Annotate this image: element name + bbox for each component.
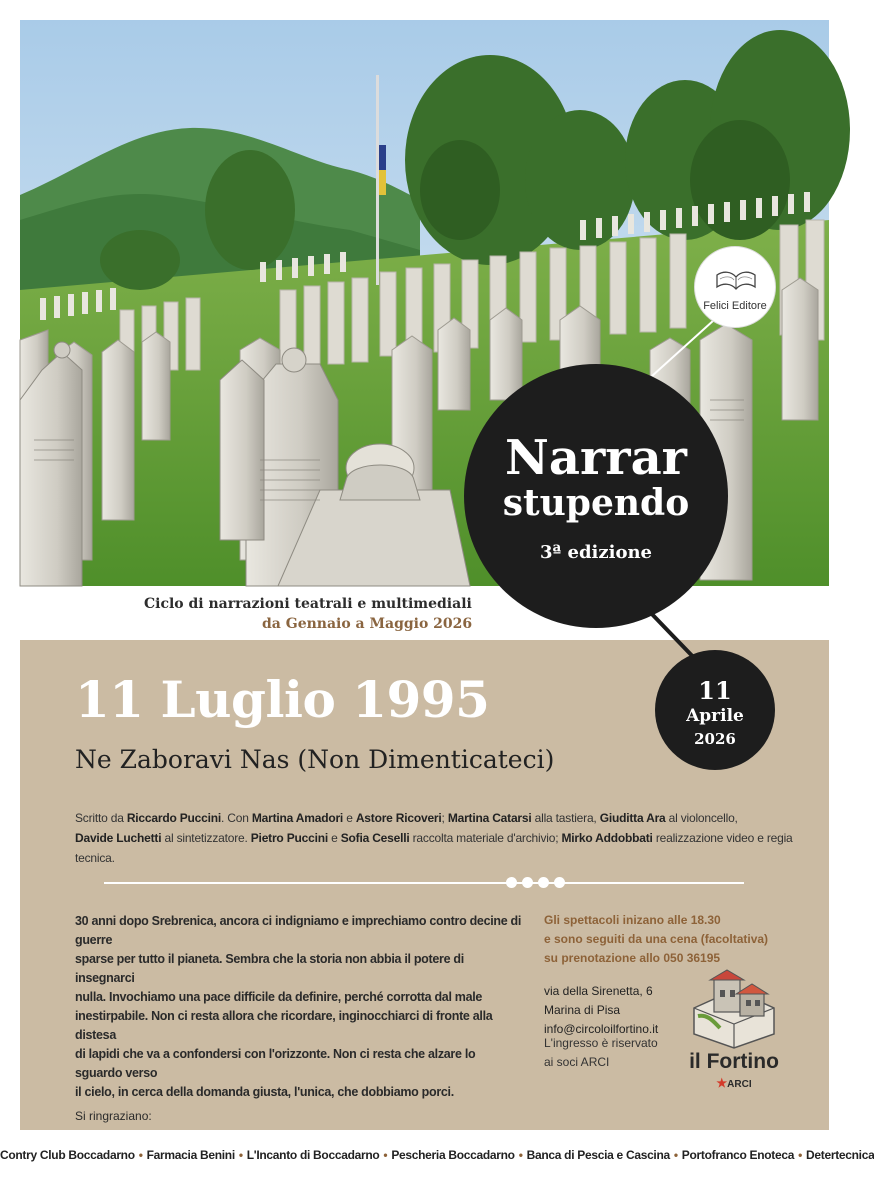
credit-name: Sofia Ceselli: [340, 831, 410, 845]
credit-name: Riccardo Puccini: [126, 811, 221, 825]
divider-dot: [554, 877, 565, 888]
text-line: 30 anni dopo Srebrenica, ancora ci indigniamo e imprechiamo contro decine di guerre: [75, 914, 522, 947]
sponsor-name: L'Incanto di Boccadarno: [246, 1148, 380, 1162]
credit-text: ;: [441, 811, 448, 825]
credit-name: Astore Ricoveri: [355, 811, 442, 825]
text-line: ai soci ARCI: [544, 1055, 610, 1069]
sponsor-separator: •: [518, 1148, 523, 1162]
event-date-heading: 11 Luglio 1995: [75, 670, 490, 729]
credit-text: e: [327, 831, 341, 845]
sponsor-separator: •: [383, 1148, 388, 1162]
credit-name: Mirko Addobbati: [561, 831, 653, 845]
credit-name: Pietro Puccini: [250, 831, 328, 845]
text-line: e sono seguiti da una cena (facoltativa): [544, 932, 769, 946]
edition-label: 3ª edizione: [539, 542, 653, 563]
text-line: nulla. Invochiamo una pace difficile da definire, perché corrotta dal male: [75, 990, 483, 1004]
credit-text: alla tastiera,: [531, 811, 600, 825]
divider-dot: [522, 877, 533, 888]
sponsors-list: [0, 1148, 874, 1162]
sponsor-name: Banca di Pescia e Cascina: [526, 1148, 670, 1162]
date-badge-month: Aprile: [686, 706, 744, 726]
credit-name: Giuditta Ara: [599, 811, 666, 825]
event-description: [75, 912, 523, 1102]
date-badge: [655, 650, 775, 770]
text-line: via della Sirenetta, 6: [544, 984, 653, 998]
text-line: Marina di Pisa: [544, 1003, 621, 1017]
sponsor-name: Pescheria Boccadarno: [391, 1148, 515, 1162]
cycle-description: Ciclo di narrazioni teatrali e multimediali: [144, 596, 472, 612]
text-line: su prenotazione allo 050 36195: [544, 951, 721, 965]
sponsor-name: Portofranco Enoteca: [681, 1148, 795, 1162]
credit-text: raccolta materiale d'archivio;: [409, 831, 562, 845]
text-line: Gli spettacoli inizano alle 18.30: [544, 913, 721, 927]
publisher-logo: [694, 246, 776, 328]
thanks-label: Si ringraziano:: [75, 1109, 152, 1123]
text-line: info@circoloilfortino.it: [544, 1022, 659, 1036]
sponsor-separator: •: [798, 1148, 803, 1162]
show-times-info: [544, 911, 774, 968]
text-line: di lapidi che va a confondersi con l'orizzonte. Non ci resta che alzare lo sguardo verso: [75, 1047, 476, 1080]
venue-name: il Fortino: [689, 1050, 779, 1073]
affiliation-name: ARCI: [727, 1079, 752, 1090]
sponsor-separator: •: [673, 1148, 678, 1162]
event-title: Ne Zaboravi Nas (Non Dimenticateci): [75, 745, 555, 774]
credit-name: Martina Catarsi: [447, 811, 532, 825]
title-line-2: stupendo: [502, 482, 690, 524]
cycle-period: da Gennaio a Maggio 2026: [262, 616, 473, 632]
divider-dot: [538, 877, 549, 888]
date-badge-day: 11: [698, 676, 732, 705]
credits-text: [75, 808, 805, 868]
sponsor-name: Farmacia Benini: [146, 1148, 235, 1162]
sponsor-name: Contry Club Boccadarno: [0, 1148, 135, 1162]
venue-logo: [684, 968, 784, 1098]
date-badge-year: 2026: [694, 730, 736, 748]
credit-text: al violoncello,: [665, 811, 738, 825]
credit-text: e: [343, 811, 356, 825]
sponsor-separator: •: [138, 1148, 143, 1162]
credit-text: al sintetizzatore.: [161, 831, 251, 845]
credit-name: Davide Luchetti: [75, 831, 162, 845]
divider-dots: [506, 877, 570, 895]
title-circle: [464, 364, 728, 628]
credit-name: Martina Amadori: [251, 811, 344, 825]
star-icon: ★: [716, 1076, 728, 1090]
venue-address: [544, 982, 684, 1039]
publisher-name: Felici Editore: [703, 300, 767, 312]
title-line-1: Narrar: [505, 430, 687, 486]
credit-text: . Con: [221, 811, 252, 825]
section-divider: [104, 882, 744, 884]
entry-note: [544, 1034, 684, 1072]
sponsor-name: Detertecnica: [806, 1148, 874, 1162]
sponsor-separator: •: [238, 1148, 243, 1162]
text-line: il cielo, in cerca della domanda giusta, l'unica, che dobbiamo porci.: [75, 1085, 454, 1099]
affiliation-logo: [714, 1076, 754, 1090]
credit-text: realizzazione video e regia tecnica.: [75, 831, 793, 865]
divider-dot: [506, 877, 517, 888]
open-book-icon: [713, 265, 759, 295]
fortress-icon: [684, 968, 784, 1048]
text-line: sparse per tutto il pianeta. Sembra che la storia non abbia il potere di insegnarci: [75, 952, 464, 985]
text-line: inestirpabile. Non ci resta allora che ricordare, inginocchiarci di fronte alla distesa: [75, 1009, 493, 1042]
text-line: L'ingresso è riservato: [544, 1036, 658, 1050]
credit-text: Scritto da: [75, 811, 127, 825]
